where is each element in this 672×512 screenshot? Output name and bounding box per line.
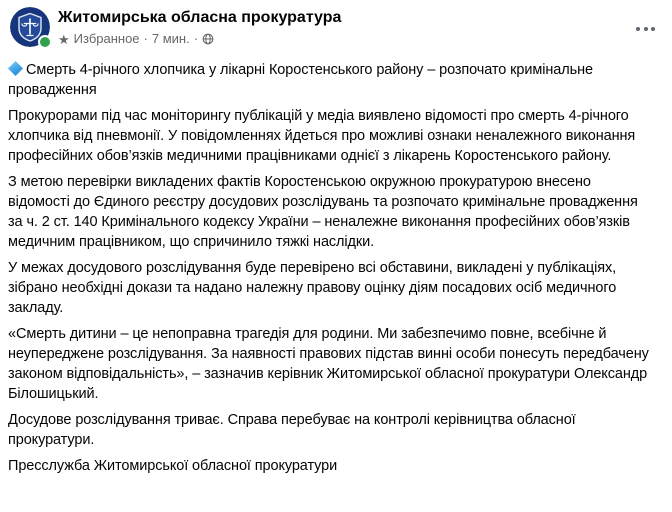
post-meta: [58, 31, 341, 47]
post-paragraph: Пресслужба Житомирської обласної прокуратури: [8, 458, 338, 474]
post-paragraph: Досудове розслідування триває. Справа перебуває на контролі керівництва обласної прокуратури.: [8, 412, 576, 448]
post-paragraph: З метою перевірки викладених фактів Коростенською окружною прокуратурою внесено відомості до Єдиного реєстру досудових розслідувань та розпочато кримінальне провадження за ч. 2 ст. 140 Кримінального кодексу України – неналежне виконання професійних обов’язків медичним працівником, що спричинило тяжкі наслідки.: [8, 174, 638, 250]
post-header: [8, 7, 656, 47]
header-text-column: [58, 7, 341, 47]
blue-diamond-icon: [8, 61, 23, 76]
post-paragraph: У межах досудового розслідування буде перевірено всі обставини, викладені у публікаціях, зібрано необхідні докази та надано належну правову оцінку діям посадових осіб медичного закладу.: [8, 260, 617, 316]
avatar[interactable]: [10, 7, 50, 47]
online-presence-indicator: [38, 35, 52, 49]
favorites-star-icon: ★: [58, 31, 70, 47]
post-body: [8, 60, 656, 476]
ellipsis-icon: [644, 27, 648, 31]
post-paragraph: Прокурорами під час моніторингу публікацій у медіа виявлено відомості про смерть 4-річного хлопчика від пневмонії. У повідомленнях йдеться про можливі ознаки неналежного виконання професійних обов’язків медичними працівниками однієї з лікарень Коростенського району.: [8, 108, 636, 164]
meta-separator: ·: [143, 31, 148, 46]
timestamp-link[interactable]: 7 мин.: [151, 31, 190, 46]
ellipsis-icon: [651, 27, 655, 31]
post-paragraph: «Смерть дитини – це непоправна трагедія для родини. Ми забезпечимо повне, всебічне й неупереджене розслідування. За наявності правових підстав винні особи понесуть передбачену законом відповідальність», – зазначив керівник Житомирської обласної прокуратури Олександр Білошицький.: [8, 326, 649, 402]
privacy-globe-icon: [202, 33, 214, 45]
post-headline-paragraph: [8, 60, 656, 100]
ellipsis-icon: [636, 27, 640, 31]
post-headline-text: Смерть 4-річного хлопчика у лікарні Коростенського району – розпочато кримінальне провадження: [8, 62, 593, 98]
meta-separator: ·: [193, 31, 199, 46]
page-name-link[interactable]: Житомирська обласна прокуратура: [58, 9, 342, 26]
favorites-label: Избранное: [73, 31, 140, 46]
more-options-button[interactable]: [632, 21, 659, 37]
